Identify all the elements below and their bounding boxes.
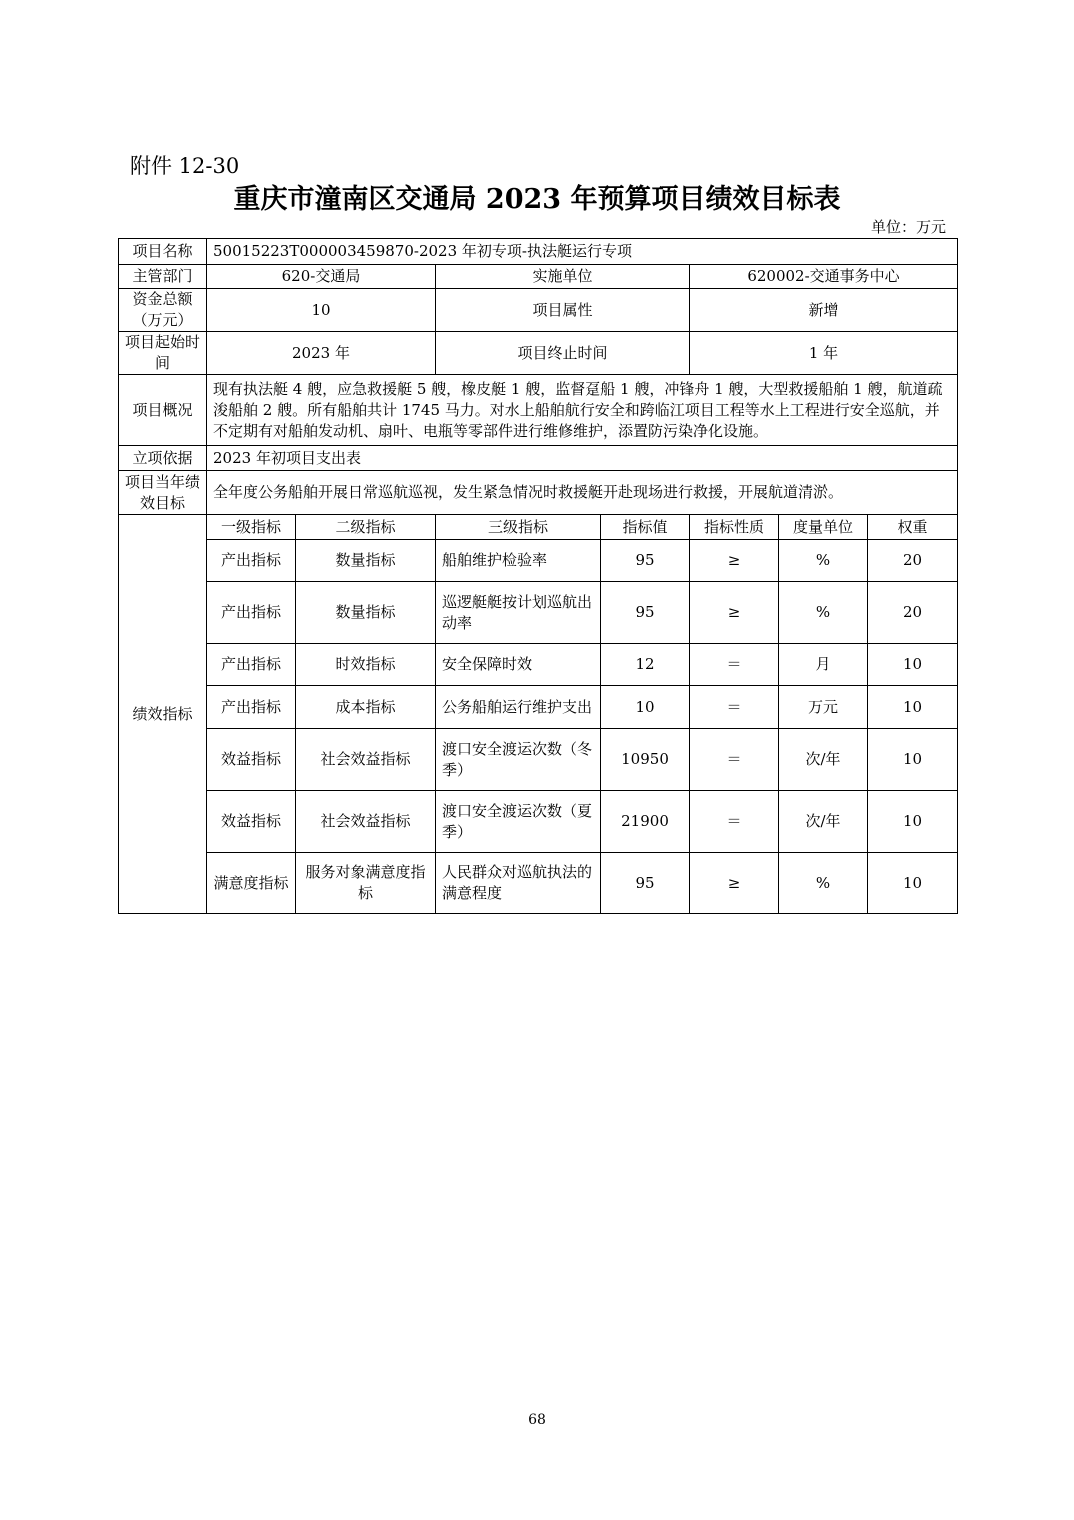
unit-cell: % bbox=[779, 853, 868, 914]
unit-cell: % bbox=[779, 582, 868, 644]
basis-value: 2023 年初项目支出表 bbox=[207, 446, 958, 471]
weight-cell: 10 bbox=[868, 686, 958, 729]
table-row bbox=[119, 686, 958, 729]
weight-cell: 20 bbox=[868, 540, 958, 582]
value-cell: 95 bbox=[601, 540, 690, 582]
dept-value: 620-交通局 bbox=[207, 265, 436, 289]
dept-label: 主管部门 bbox=[119, 265, 207, 289]
attr-value: 新增 bbox=[690, 289, 958, 332]
value-cell: 10 bbox=[601, 686, 690, 729]
goal-value: 全年度公务船舶开展日常巡航巡视，发生紧急情况时救援艇开赴现场进行救援，开展航道清淤。 bbox=[207, 471, 958, 515]
basis-label: 立项依据 bbox=[119, 446, 207, 471]
overview-label: 项目概况 bbox=[119, 375, 207, 446]
nature-cell: ＝ bbox=[690, 644, 779, 686]
indicators-section-label: 绩效指标 bbox=[119, 515, 207, 914]
header-weight: 权重 bbox=[868, 515, 958, 540]
fund-label: 资金总额（万元） bbox=[119, 289, 207, 332]
table-row bbox=[119, 729, 958, 791]
table-row bbox=[119, 644, 958, 686]
value-cell: 10950 bbox=[601, 729, 690, 791]
level3-cell: 安全保障时效 bbox=[436, 644, 601, 686]
level2-cell: 数量指标 bbox=[296, 540, 436, 582]
value-cell: 95 bbox=[601, 853, 690, 914]
header-nature: 指标性质 bbox=[690, 515, 779, 540]
goal-label: 项目当年绩效目标 bbox=[119, 471, 207, 515]
nature-cell: ≥ bbox=[690, 582, 779, 644]
unit-cell: 次/年 bbox=[779, 729, 868, 791]
header-level2: 二级指标 bbox=[296, 515, 436, 540]
level3-cell: 渡口安全渡运次数（冬季） bbox=[436, 729, 601, 791]
level1-cell: 产出指标 bbox=[207, 540, 296, 582]
attachment-label: 附件 12-30 bbox=[130, 154, 240, 178]
level2-cell: 数量指标 bbox=[296, 582, 436, 644]
weight-cell: 10 bbox=[868, 791, 958, 853]
end-time-value: 1 年 bbox=[690, 332, 958, 375]
attr-label: 项目属性 bbox=[436, 289, 690, 332]
table-row bbox=[119, 853, 958, 914]
nature-cell: ≥ bbox=[690, 853, 779, 914]
table-row bbox=[119, 791, 958, 853]
level3-cell: 人民群众对巡航执法的满意程度 bbox=[436, 853, 601, 914]
value-cell: 12 bbox=[601, 644, 690, 686]
nature-cell: ≥ bbox=[690, 540, 779, 582]
performance-table bbox=[118, 238, 958, 914]
row-time bbox=[119, 332, 958, 375]
unit-cell: % bbox=[779, 540, 868, 582]
nature-cell: ＝ bbox=[690, 729, 779, 791]
page-title: 重庆市潼南区交通局 2023 年预算项目绩效目标表 bbox=[233, 184, 841, 215]
unit-cell: 月 bbox=[779, 644, 868, 686]
row-department bbox=[119, 265, 958, 289]
level1-cell: 产出指标 bbox=[207, 582, 296, 644]
row-fund bbox=[119, 289, 958, 332]
level3-cell: 渡口安全渡运次数（夏季） bbox=[436, 791, 601, 853]
nature-cell: ＝ bbox=[690, 791, 779, 853]
level1-cell: 满意度指标 bbox=[207, 853, 296, 914]
row-basis bbox=[119, 446, 958, 471]
row-overview bbox=[119, 375, 958, 446]
value-cell: 95 bbox=[601, 582, 690, 644]
weight-cell: 10 bbox=[868, 729, 958, 791]
header-unit: 度量单位 bbox=[779, 515, 868, 540]
end-time-label: 项目终止时间 bbox=[436, 332, 690, 375]
level3-cell: 巡逻艇艇按计划巡航出动率 bbox=[436, 582, 601, 644]
overview-value: 现有执法艇 4 艘，应急救援艇 5 艘，橡皮艇 1 艘，监督趸船 1 艘，冲锋舟 1 艘，大型救援船舶 1 艘，航道疏浚船舶 2 艘。所有船舶共计 1745 马力。对水上船舶航行安全和跨临江项目工程等水上工程进行安全巡航，并不定期有对船舶发动机、扇叶、电瓶等零部件进行维修维护，添置防污染净化设施。 bbox=[207, 375, 958, 446]
level2-cell: 时效指标 bbox=[296, 644, 436, 686]
page-number: 68 bbox=[528, 1412, 546, 1428]
start-time-value: 2023 年 bbox=[207, 332, 436, 375]
row-project-name bbox=[119, 239, 958, 265]
value-cell: 21900 bbox=[601, 791, 690, 853]
weight-cell: 10 bbox=[868, 853, 958, 914]
project-name-value: 50015223T000003459870-2023 年初专项-执法艇运行专项 bbox=[207, 239, 958, 265]
weight-cell: 10 bbox=[868, 644, 958, 686]
impl-value: 620002-交通事务中心 bbox=[690, 265, 958, 289]
unit-cell: 次/年 bbox=[779, 791, 868, 853]
unit-label: 单位：万元 bbox=[870, 218, 946, 236]
impl-label: 实施单位 bbox=[436, 265, 690, 289]
header-level1: 一级指标 bbox=[207, 515, 296, 540]
level2-cell: 服务对象满意度指标 bbox=[296, 853, 436, 914]
row-goal bbox=[119, 471, 958, 515]
project-name-label: 项目名称 bbox=[119, 239, 207, 265]
level1-cell: 产出指标 bbox=[207, 644, 296, 686]
level2-cell: 成本指标 bbox=[296, 686, 436, 729]
nature-cell: ＝ bbox=[690, 686, 779, 729]
table-row bbox=[119, 582, 958, 644]
level3-cell: 公务船舶运行维护支出 bbox=[436, 686, 601, 729]
indicator-header-row bbox=[119, 515, 958, 540]
weight-cell: 20 bbox=[868, 582, 958, 644]
fund-value: 10 bbox=[207, 289, 436, 332]
level2-cell: 社会效益指标 bbox=[296, 729, 436, 791]
level3-cell: 船舶维护检验率 bbox=[436, 540, 601, 582]
header-level3: 三级指标 bbox=[436, 515, 601, 540]
level1-cell: 产出指标 bbox=[207, 686, 296, 729]
level2-cell: 社会效益指标 bbox=[296, 791, 436, 853]
start-time-label: 项目起始时间 bbox=[119, 332, 207, 375]
table-row bbox=[119, 540, 958, 582]
unit-cell: 万元 bbox=[779, 686, 868, 729]
header-value: 指标值 bbox=[601, 515, 690, 540]
level1-cell: 效益指标 bbox=[207, 729, 296, 791]
level1-cell: 效益指标 bbox=[207, 791, 296, 853]
